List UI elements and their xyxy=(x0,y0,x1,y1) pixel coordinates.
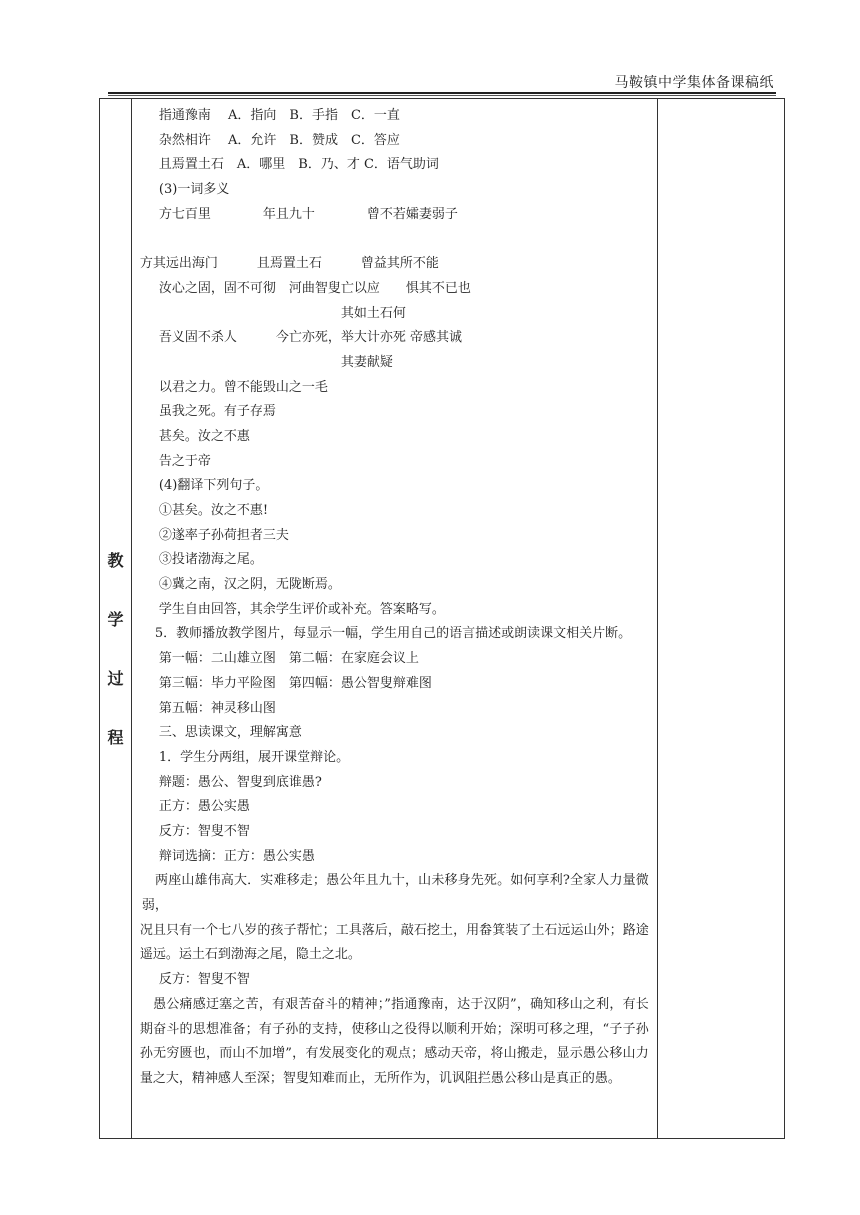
text-line: 辩词选摘：正方：愚公实愚 xyxy=(158,848,315,864)
content-cell xyxy=(131,99,657,1139)
text-line: ②遂率子孙荷担者三夫 xyxy=(158,527,289,543)
text-line: ①甚矣。汝之不惠! xyxy=(158,503,269,518)
text-line: 甚矣。汝之不惠 xyxy=(158,428,250,444)
paragraph-pro-argument: 两座山雄伟高大．实难移走；愚公年且九十，山未移身先死。如何享利?全家人力量微弱， xyxy=(141,873,649,914)
text-line: 汝心之固，固不可彻 河曲智叟亡以应 惧其不已也 xyxy=(158,280,471,296)
text-line: 其如土石何 xyxy=(158,305,406,321)
text-line: ③投诸渤海之尾。 xyxy=(158,552,263,568)
section-label-cell xyxy=(100,99,132,1139)
paragraph-con-argument: 愚公痛感迂塞之苦，有艰苦奋斗的精神；”指通豫南，达于汉阴”，确知移山之利，有长期奋斗的思想准备；有子孙的支持，使移山之役得以顺利开始；深明可移之理，“子子孙孙无穷匮也，而山不加增”，有发展变化的观点；感动天帝，将山搬走，显示愚公移山力量之大，精神感人至深；智叟知难而止，无所作为，讥讽阻拦愚公移山是真正的愚。 xyxy=(139,996,649,1086)
paragraph-pro-argument-cont: 况且只有一个七八岁的孩子帮忙；工具落后，敲石挖土，用畚箕装了土石远运山外；路途遥远。运土石到渤海之尾，隐土之北。 xyxy=(139,922,649,963)
text-line: 辩题：愚公、智叟到底谁愚? xyxy=(158,774,322,790)
text-line: 正方：愚公实愚 xyxy=(158,799,250,815)
section-label-char: 教 xyxy=(107,551,124,570)
lines-block-a xyxy=(139,104,649,622)
text-line: 且焉置土石 A．哪里 B．乃、才 C．语气助词 xyxy=(158,157,439,173)
text-line: 1．学生分两组，展开课堂辩论。 xyxy=(158,749,350,765)
lines-block-b xyxy=(142,647,649,869)
text-line: 虽我之死。有子存焉 xyxy=(158,404,276,420)
text-line: (4)翻译下列句子。 xyxy=(158,478,269,494)
text-line: 学生自由回答，其余学生评价或补充。答案略写。 xyxy=(158,601,445,617)
paragraph-step-5: 5．教师播放教学图片，每显示一幅，学生用自己的语言描述或朗读课文相关片断。 xyxy=(141,626,632,642)
text-line: 其妻献疑 xyxy=(158,354,393,370)
lesson-content xyxy=(132,99,657,1092)
text-line: 三、思读课文，理解寓意 xyxy=(158,725,302,741)
text-line: 告之于帝 xyxy=(158,453,211,469)
section-label-char: 过 xyxy=(107,669,124,688)
text-line: 杂然相许 A．允许 B．赞成 C．答应 xyxy=(158,132,400,148)
blank-line xyxy=(142,227,649,252)
section-label-char: 学 xyxy=(107,610,124,629)
section-label-char: 程 xyxy=(107,728,124,747)
text-line: 第一幅：二山雄立图 第二幅：在家庭会议上 xyxy=(158,651,419,667)
text-line: 吾义固不杀人 今亡亦死，举大计亦死 帝感其诚 xyxy=(158,330,463,346)
lesson-plan-table xyxy=(99,98,785,1139)
text-line: 方七百里 年且九十 曾不若孀妻弱子 xyxy=(158,206,458,222)
section-label xyxy=(100,99,131,784)
notes-cell xyxy=(657,99,784,1139)
con-side-label: 反方：智叟不智 xyxy=(158,972,250,988)
header-title: 马鞍镇中学集体备课稿纸 xyxy=(614,75,774,91)
text-line: ④冀之南，汉之阴，无陇断焉。 xyxy=(158,577,341,593)
page-header xyxy=(108,66,776,94)
text-line: (3)一词多义 xyxy=(158,182,230,198)
header-rule xyxy=(108,95,776,96)
text-line: 第三幅：毕力平险图 第四幅：愚公智叟辩难图 xyxy=(158,675,432,691)
text-line: 以君之力。曾不能毁山之一毛 xyxy=(158,379,328,395)
text-line: 方其远出海门 且焉置土石 曾益其所不能 xyxy=(139,256,439,272)
text-line: 反方：智叟不智 xyxy=(158,823,250,839)
text-line: 第五幅：神灵移山图 xyxy=(158,700,276,716)
text-line: 指通豫南 A．指向 B．手指 C．一直 xyxy=(158,108,400,123)
